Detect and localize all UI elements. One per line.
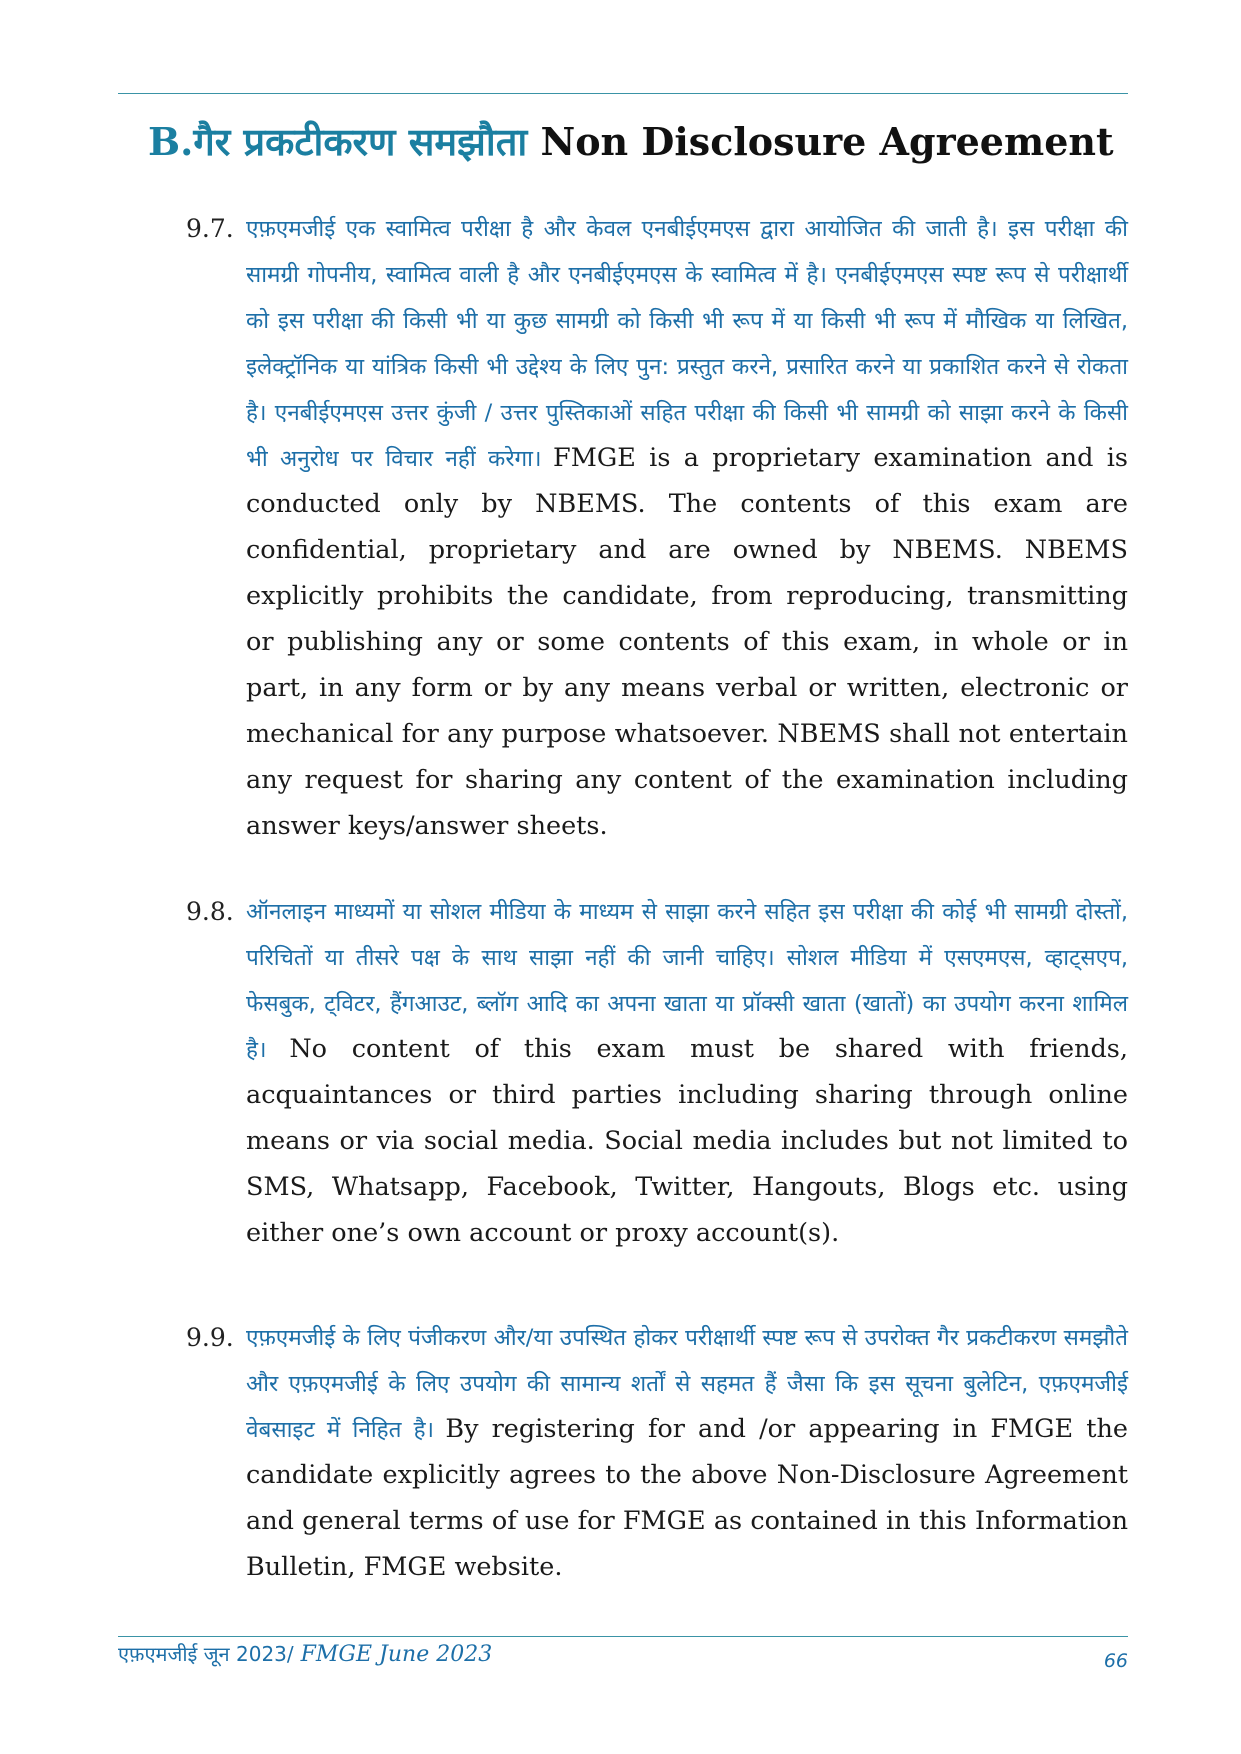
footer-title-english: FMGE June 2023 [293, 1642, 493, 1667]
heading-hindi: B.गैर प्रकटीकरण समझौता [148, 119, 528, 164]
header-rule [118, 93, 1128, 94]
clause-text-english: By registering for and /or appearing in FMGE the candidate explicitly agrees to the above Non-Disclosure Agreement and general terms of use for FMGE as contained in this Information Bulletin, FMGE website. [246, 1414, 1128, 1582]
clause-number: 9.8. [186, 897, 234, 926]
footer-title [118, 1640, 492, 1667]
clause-number: 9.7. [186, 214, 234, 243]
clause-text-english: No content of this exam must be shared with friends, acquaintances or third parties including sharing through online means or via social media. Social media includes but not limited to SMS, Whatsapp, Facebook, Twitter, Hangouts, Blogs etc. using either one’s own account or proxy account(s). [246, 1034, 1129, 1248]
clause-text-hindi: एफ़एमजीई के लिए पंजीकरण और/या उपस्थित होकर परीक्षार्थी स्पष्ट रूप से उपरोक्त गैर प्रकटीकरण समझौते और एफ़एमजीई के लिए उपयोग की सामान्य शर्तों से सहमत हैं जैसा कि इस सूचना बुलेटिन, एफ़एमजीई वेबसाइट में निहित है। [246, 1325, 1128, 1443]
section-heading [148, 112, 1128, 172]
clause-text-english: FMGE is a proprietary examination and is conducted only by NBEMS. The contents of this exam are confidential, proprietary and are owned by NBEMS. NBEMS explicitly prohibits the candidate, from reproducing, transmitting or publishing any or some contents of this exam, in whole or in part, in any form or by any means verbal or written, electronic or mechanical for any purpose whatsoever. NBEMS shall not entertain any request for sharing any content of the examination including answer keys/answer sheets. [246, 443, 1129, 841]
clause-body [246, 1315, 1128, 1591]
clause-text-hindi: ऑनलाइन माध्यमों या सोशल मीडिया के माध्यम से साझा करने सहित इस परीक्षा की कोई भी सामग्री दोस्तों, परिचितों या तीसरे पक्ष के साथ साझा नहीं की जानी चाहिए। सोशल मीडिया में एसएमएस, व्हाट्सएप, फेसबुक, ट्विटर, हैंगआउट, ब्लॉग आदि का अपना खाता या प्रॉक्सी खाता (खातों) का उपयोग करना शामिल है। [246, 899, 1128, 1063]
clause-9-8 [186, 889, 1128, 1257]
clause-number: 9.9. [186, 1323, 234, 1352]
heading-english: Non Disclosure Agreement [540, 119, 1114, 164]
clause-text-hindi: एफ़एमजीई एक स्वामित्व परीक्षा है और केवल एनबीईएमएस द्वारा आयोजित की जाती है। इस परीक्षा की सामग्री गोपनीय, स्वामित्व वाली है और एनबीईएमएस के स्वामित्व में है। एनबीईएमएस स्पष्ट रूप से परीक्षार्थी को इस परीक्षा की किसी भी या कुछ सामग्री को किसी भी रूप में या किसी भी रूप में मौखिक या लिखित, इलेक्ट्रॉनिक या यांत्रिक किसी भी उद्देश्य के लिए पुन: प्रस्तुत करने, प्रसारित करने या प्रकाशित करने से रोकता है। एनबीईएमएस उत्तर कुंजी / उत्तर पुस्तिकाओं सहित परीक्षा की किसी भी सामग्री को साझा करने के किसी भी अनुरोध पर विचार नहीं करेगा। [246, 216, 1128, 472]
page-number: 66 [1103, 1650, 1128, 1672]
clause-body [246, 206, 1128, 850]
clause-9-7 [186, 206, 1128, 850]
footer-title-hindi: एफ़एमजीई जून 2023/ [118, 1642, 294, 1666]
footer-rule [118, 1636, 1128, 1637]
clause-body [246, 889, 1128, 1257]
clause-9-9 [186, 1315, 1128, 1591]
